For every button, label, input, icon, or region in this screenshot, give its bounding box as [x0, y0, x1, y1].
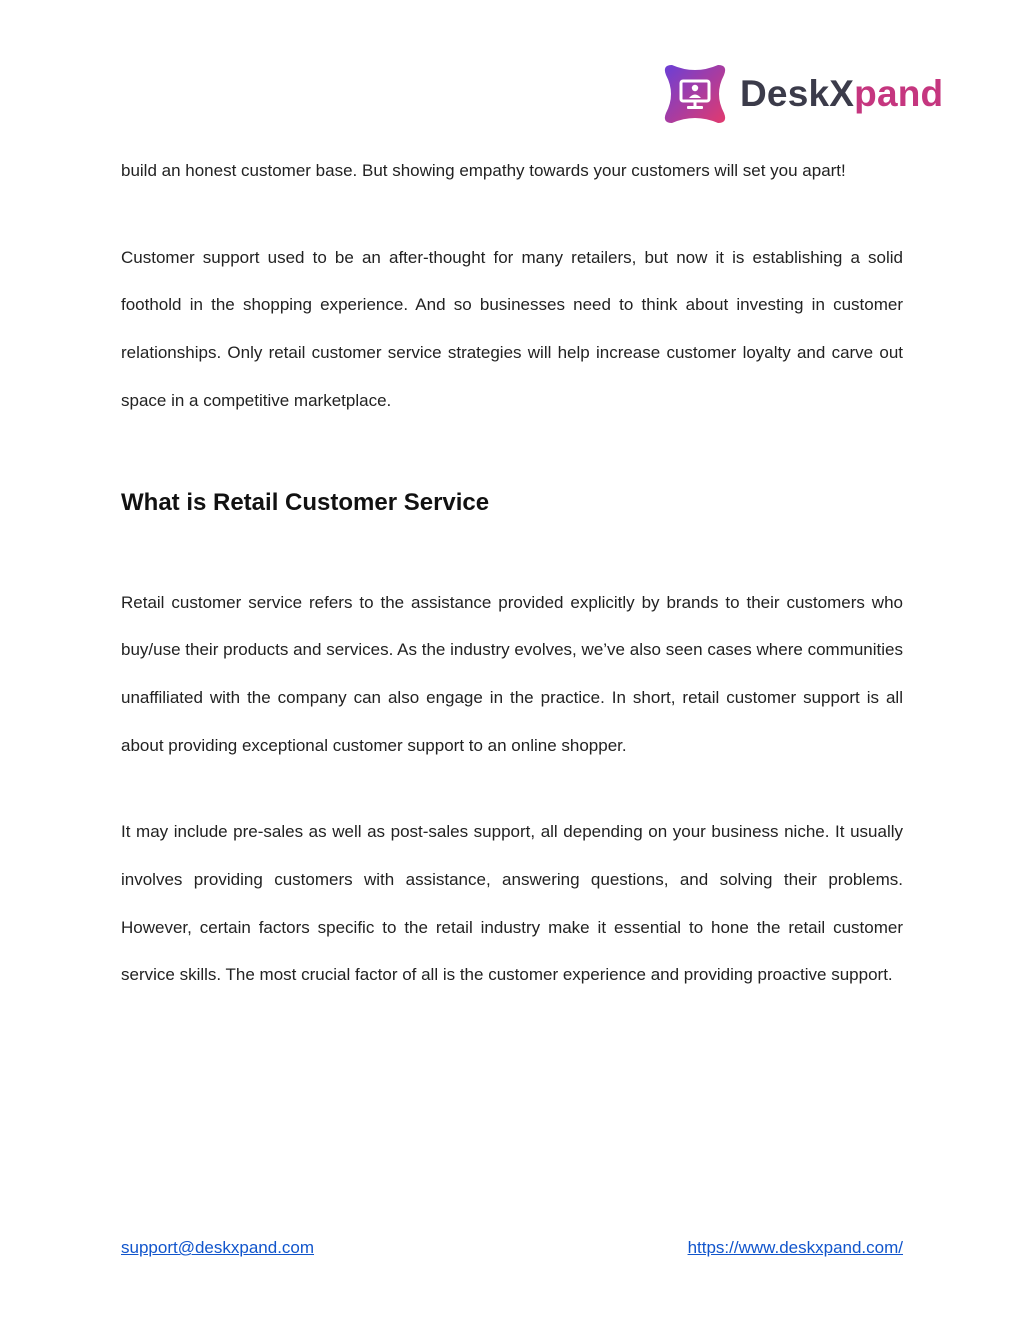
- intro-paragraph-1: [121, 147, 903, 195]
- brand-name-part2: pand: [854, 73, 944, 114]
- paragraph-text: Customer support used to be an after-thought for many retailers, but now it is establishing a solid foothold in the shopping experience. And so businesses need to think about investing in customer relationships. Only retail customer service strategies will help increase customer loyalty and carve out space in a competitive marketplace.: [121, 247, 903, 410]
- website-link[interactable]: https://www.deskxpand.com/: [687, 1238, 903, 1257]
- monitor-person-icon: [662, 61, 728, 127]
- brand-name: [740, 73, 943, 115]
- section-paragraph-2: [121, 808, 903, 999]
- brand-name-part1: DeskX: [740, 73, 855, 114]
- section-paragraph-1: [121, 579, 903, 770]
- brand-logo: [662, 58, 942, 130]
- support-email-link[interactable]: support@deskxpand.com: [121, 1238, 315, 1257]
- paragraph-text: It may include pre-sales as well as post-sales support, all depending on your business niche. It usually involves providing customers with assistance, answering questions, and solving their problems. However, certain factors specific to the retail industry make it essential to hone the retail customer service skills. The most crucial factor of all is the customer experience and providing proactive support.: [121, 822, 903, 985]
- page-footer: [121, 1238, 903, 1258]
- paragraph-text: build an honest customer base. But showing empathy towards your customers will set you apart!: [121, 161, 846, 180]
- intro-paragraph-2: [121, 234, 903, 425]
- document-body: [121, 147, 903, 999]
- section-heading: What is Retail Customer Service: [121, 488, 490, 516]
- paragraph-text: Retail customer service refers to the assistance provided explicitly by brands to their customers who buy/use their products and services. As the industry evolves, we’ve also seen cases where communities unaffiliated with the company can also engage in the practice. In short, retail customer support is all about providing exceptional customer support to an online shopper.: [121, 592, 903, 755]
